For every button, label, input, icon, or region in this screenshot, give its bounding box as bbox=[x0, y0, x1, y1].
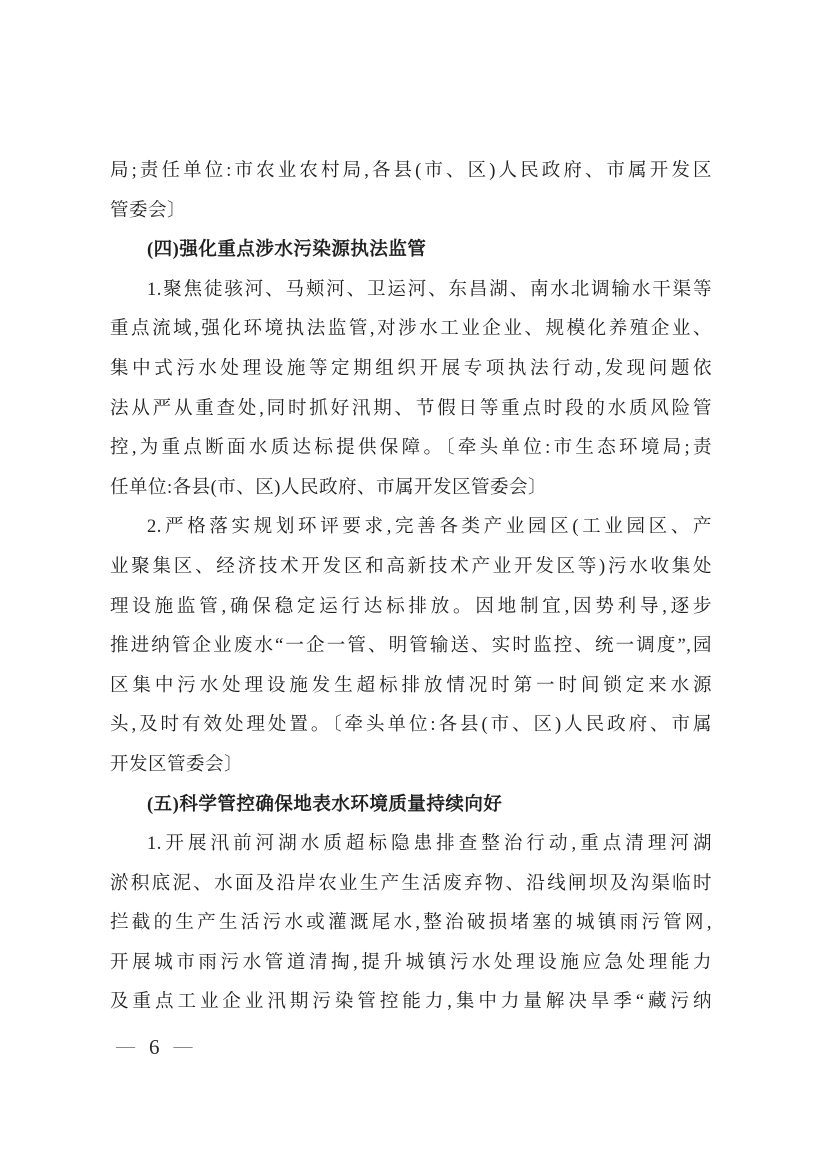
section-heading: (四)强化重点涉水污染源执法监管 bbox=[147, 240, 427, 261]
text-line: 拦截的生产生活污水或灌溉尾水,整治破损堵塞的城镇雨污管网, bbox=[110, 913, 712, 934]
text-line: 集中式污水处理设施等定期组织开展专项执法行动,发现问题依 bbox=[110, 358, 712, 379]
text-line: 理设施监管,确保稳定运行达标排放。因地制宜,因势利导,逐步 bbox=[110, 596, 712, 617]
text-line: 及重点工业企业汛期污染管控能力,集中力量解决旱季“藏污纳 bbox=[110, 992, 712, 1013]
text-line: 头,及时有效处理处置。〔牵头单位:各县(市、区)人民政府、市属 bbox=[110, 715, 712, 736]
footer-dash-left: — bbox=[116, 1036, 135, 1057]
text-line: 法从严从重查处,同时抓好汛期、节假日等重点时段的水质风险管 bbox=[110, 398, 712, 419]
section-heading: (五)科学管控确保地表水环境质量持续向好 bbox=[147, 794, 503, 815]
text-line: 1.开展汛前河湖水质超标隐患排查整治行动,重点清理河湖 bbox=[147, 834, 712, 855]
footer-page-number: 6 bbox=[149, 1035, 160, 1059]
page-footer bbox=[116, 1032, 193, 1062]
text-line: 1.聚焦徒骇河、马颊河、卫运河、东昌湖、南水北调输水干渠等 bbox=[147, 279, 712, 300]
text-line: 业聚集区、经济技术开发区和高新技术产业开发区等)污水收集处 bbox=[110, 556, 712, 577]
document-body bbox=[110, 152, 712, 1023]
text-line: 管委会〕 bbox=[110, 200, 187, 221]
text-line: 控,为重点断面水质达标提供保障。〔牵头单位:市生态环境局;责 bbox=[110, 438, 712, 459]
text-line: 2.严格落实规划环评要求,完善各类产业园区(工业园区、产 bbox=[147, 517, 712, 538]
text-line: 任单位:各县(市、区)人民政府、市属开发区管委会〕 bbox=[110, 477, 547, 498]
text-line: 开发区管委会〕 bbox=[110, 754, 244, 775]
text-line: 推进纳管企业废水“一企一管、明管输送、实时监控、统一调度”,园 bbox=[110, 636, 712, 657]
text-line: 区集中污水处理设施发生超标排放情况时第一时间锁定来水源 bbox=[110, 675, 712, 696]
text-line: 淤积底泥、水面及沿岸农业生产生活废弃物、沿线闸坝及沟渠临时 bbox=[110, 873, 712, 894]
text-line: 开展城市雨污水管道清掏,提升城镇污水处理设施应急处理能力 bbox=[110, 952, 712, 973]
footer-dash-right: — bbox=[173, 1036, 193, 1057]
text-line: 重点流域,强化环境执法监管,对涉水工业企业、规模化养殖企业、 bbox=[110, 319, 712, 340]
text-line: 局;责任单位:市农业农村局,各县(市、区)人民政府、市属开发区 bbox=[110, 161, 712, 181]
